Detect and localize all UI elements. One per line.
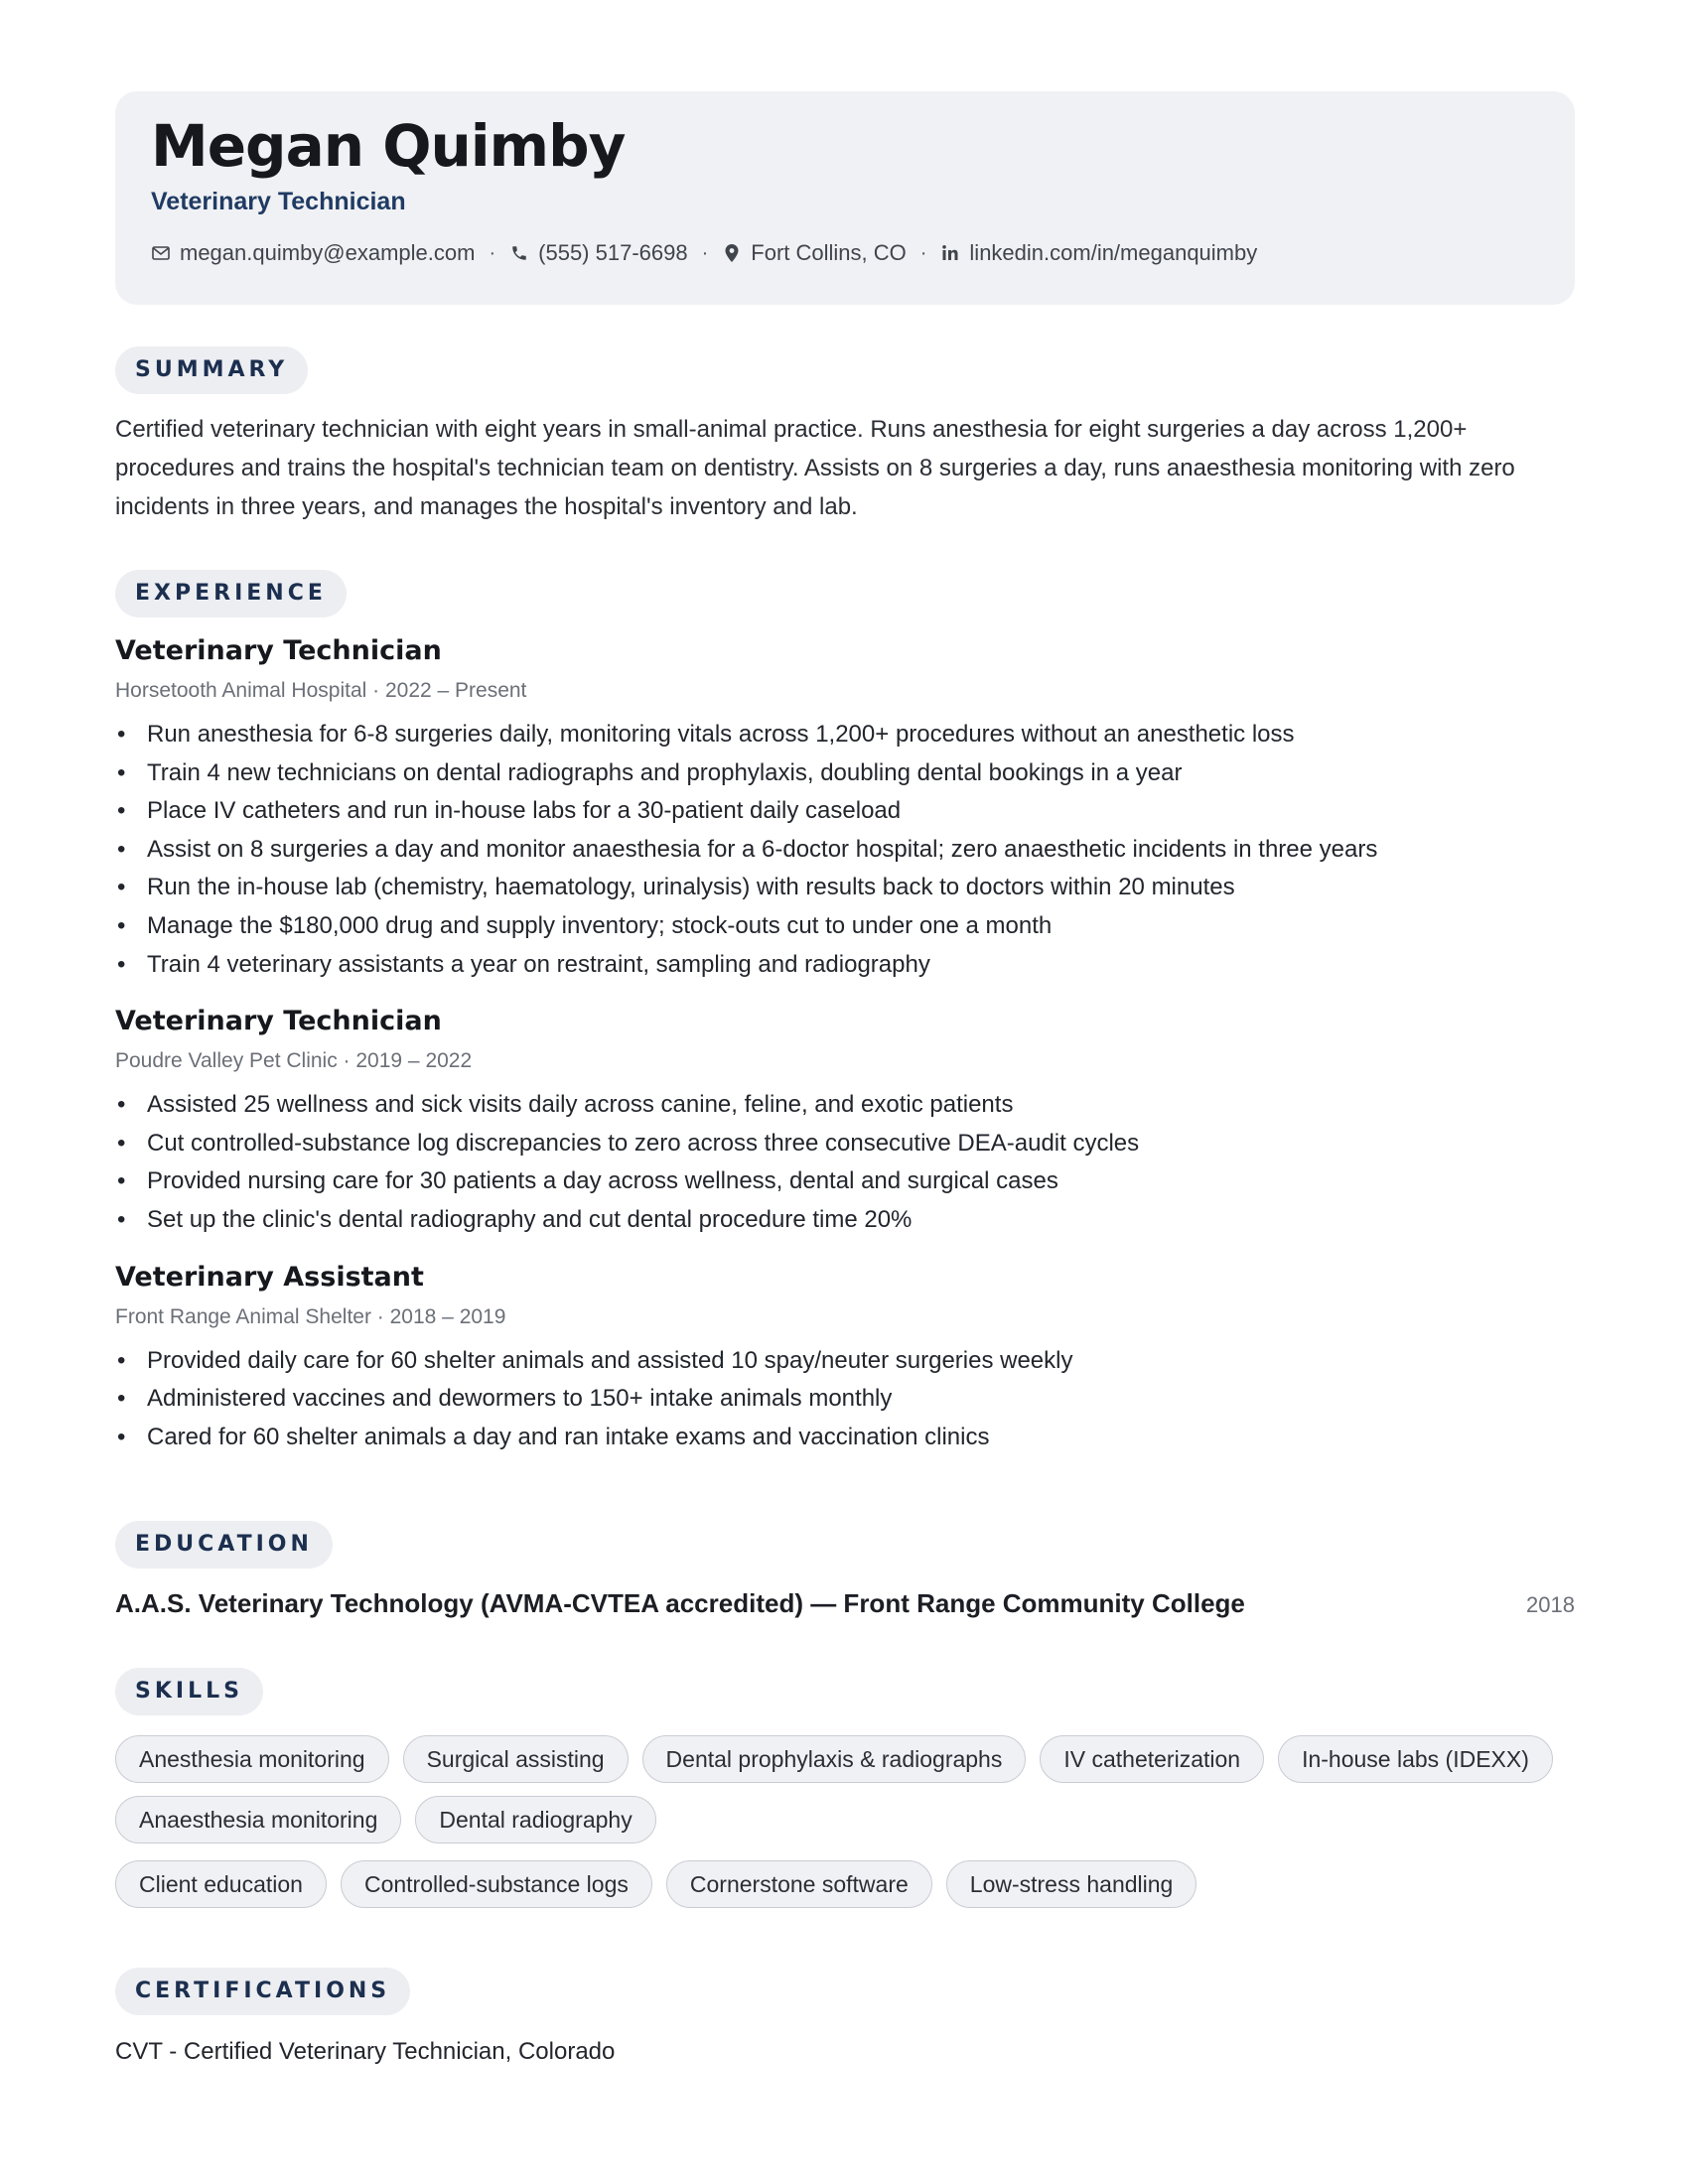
job-entry xyxy=(115,1260,1575,1457)
job-bullet: • Cared for 60 shelter animals a day and ran intake exams and vaccination clinics xyxy=(115,1419,1575,1457)
education-entry xyxy=(115,1588,1575,1619)
job-bullet: • Run the in-house lab (chemistry, haematology, urinalysis) with results back to doctors within 20 minutes xyxy=(115,869,1575,907)
job-bullet: • Administered vaccines and dewormers to 150+ intake animals monthly xyxy=(115,1380,1575,1419)
skill-chip: Surgical assisting xyxy=(403,1735,629,1783)
skill-chip: Client education xyxy=(115,1860,327,1908)
contact-separator: · xyxy=(489,242,496,264)
mail-icon xyxy=(151,243,171,263)
job-title: Veterinary Technician xyxy=(115,635,442,666)
certifications-section xyxy=(115,1968,1575,2069)
location-icon xyxy=(722,243,742,263)
job-meta: Poudre Valley Pet Clinic · 2019 – 2022 xyxy=(115,1049,473,1073)
skill-chip: Low-stress handling xyxy=(946,1860,1197,1908)
summary-section xyxy=(115,346,1575,526)
job-title: Veterinary Assistant xyxy=(115,1261,424,1293)
skill-chip: Dental prophylaxis & radiographs xyxy=(642,1735,1027,1783)
job-bullets xyxy=(115,1086,1575,1239)
education-year: 2018 xyxy=(1526,1592,1575,1617)
job-title: Veterinary Technician xyxy=(115,1006,442,1037)
contact-separator: · xyxy=(919,242,927,264)
contact-phone[interactable] xyxy=(509,238,687,268)
section-heading-skills: SKILLS xyxy=(115,1668,263,1715)
job-meta: Front Range Animal Shelter · 2018 – 2019 xyxy=(115,1304,506,1328)
skills-section xyxy=(115,1668,1575,1908)
skill-chip: In-house labs (IDEXX) xyxy=(1278,1735,1553,1783)
contact-location-text: Fort Collins, CO xyxy=(751,240,907,265)
job-meta: Horsetooth Animal Hospital · 2022 – Present xyxy=(115,679,527,702)
job-bullet: • Run anesthesia for 6-8 surgeries daily, monitoring vitals across 1,200+ procedures without an anesthetic loss xyxy=(115,716,1575,754)
skill-chip: Dental radiography xyxy=(415,1796,655,1843)
job-bullet: • Manage the $180,000 drug and supply inventory; stock-outs cut to under one a month xyxy=(115,907,1575,946)
skills-group-secondary xyxy=(115,1860,1575,1908)
contact-email[interactable] xyxy=(151,238,475,268)
job-entry xyxy=(115,1004,1575,1239)
candidate-name: Megan Quimby xyxy=(151,112,626,180)
skill-chip: Cornerstone software xyxy=(666,1860,932,1908)
job-bullet: • Assist on 8 surgeries a day and monitor anaesthesia for a 6-doctor hospital; zero anaesthetic incidents in three years xyxy=(115,831,1575,870)
experience-section xyxy=(115,570,1575,1456)
candidate-role: Veterinary Technician xyxy=(151,188,406,215)
job-bullet: • Cut controlled-substance log discrepancies to zero across three consecutive DEA-audit cycles xyxy=(115,1125,1575,1163)
skill-chip: Anaesthesia monitoring xyxy=(115,1796,401,1843)
contact-phone-text: (555) 517-6698 xyxy=(538,240,688,265)
contact-email-text: megan.quimby@example.com xyxy=(180,240,476,265)
resume-header xyxy=(115,91,1575,305)
contact-linkedin[interactable] xyxy=(940,238,1257,268)
job-bullet: • Provided daily care for 60 shelter animals and assisted 10 spay/neuter surgeries weekly xyxy=(115,1342,1575,1381)
section-heading-certifications: CERTIFICATIONS xyxy=(115,1968,410,2015)
job-bullets xyxy=(115,1342,1575,1457)
job-bullet: • Set up the clinic's dental radiography and cut dental procedure time 20% xyxy=(115,1201,1575,1240)
job-entry xyxy=(115,633,1575,984)
contact-bar xyxy=(151,238,1539,268)
phone-icon xyxy=(509,243,529,263)
skill-chip: Controlled-substance logs xyxy=(341,1860,652,1908)
education-degree: A.A.S. Veterinary Technology (AVMA-CVTEA accredited) — Front Range Community College xyxy=(115,1588,1245,1618)
contact-location xyxy=(722,238,906,268)
job-bullet: • Assisted 25 wellness and sick visits daily across canine, feline, and exotic patients xyxy=(115,1086,1575,1125)
certification-item: CVT - Certified Veterinary Technician, Colorado xyxy=(115,2038,616,2065)
skill-chip: IV catheterization xyxy=(1040,1735,1264,1783)
job-bullet: • Train 4 new technicians on dental radiographs and prophylaxis, doubling dental bookings in a year xyxy=(115,754,1575,793)
contact-separator: · xyxy=(701,242,709,264)
job-bullets xyxy=(115,716,1575,984)
skills-group-primary xyxy=(115,1735,1575,1843)
job-bullet: • Provided nursing care for 30 patients a day across wellness, dental and surgical cases xyxy=(115,1162,1575,1201)
summary-text: Certified veterinary technician with eight years in small-animal practice. Runs anesthesia for eight surgeries a day across 1,200+ procedures and trains the hospital's technician team on dentistry. Assists on 8 surgeries a day, runs anaesthesia monitoring with zero incidents in three years, and manages the hospital's inventory and lab. xyxy=(115,416,1515,520)
linkedin-icon xyxy=(940,243,960,263)
section-heading-education: EDUCATION xyxy=(115,1521,333,1569)
education-section xyxy=(115,1521,1575,1619)
section-heading-summary: SUMMARY xyxy=(115,346,308,394)
job-bullet: • Train 4 veterinary assistants a year on restraint, sampling and radiography xyxy=(115,946,1575,985)
job-bullet: • Place IV catheters and run in-house labs for a 30-patient daily caseload xyxy=(115,792,1575,831)
contact-linkedin-text: linkedin.com/in/meganquimby xyxy=(969,240,1258,265)
skill-chip: Anesthesia monitoring xyxy=(115,1735,389,1783)
section-heading-experience: EXPERIENCE xyxy=(115,570,347,617)
